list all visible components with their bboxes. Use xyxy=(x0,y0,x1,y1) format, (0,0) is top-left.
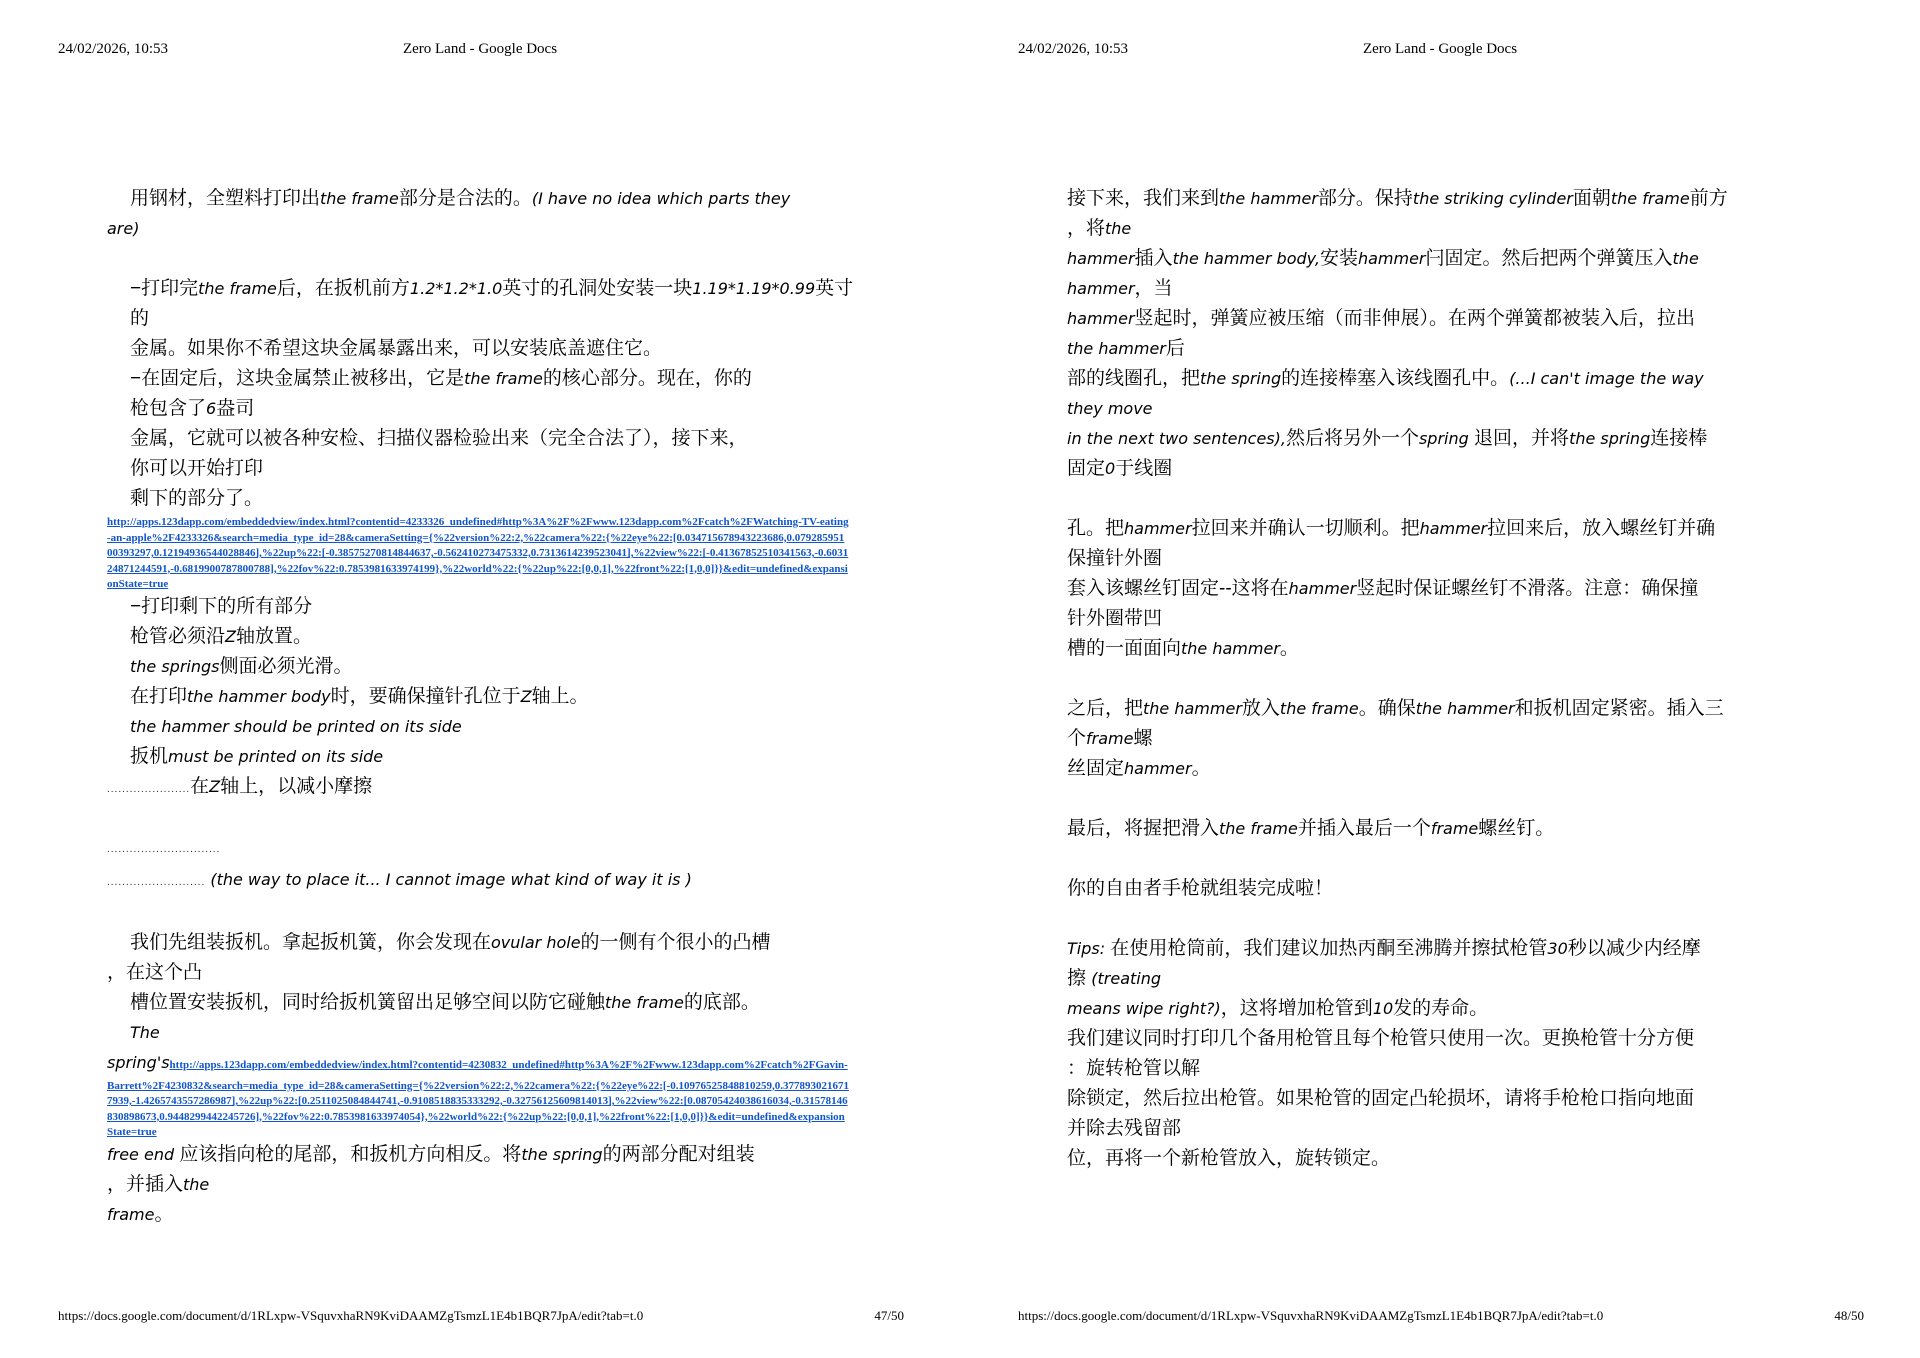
text-line xyxy=(1067,814,1809,844)
text-line xyxy=(107,1200,849,1230)
text-line xyxy=(107,1048,849,1140)
handwritten-text: the xyxy=(1105,219,1132,238)
page-header xyxy=(0,41,960,58)
handwritten-text: the spring xyxy=(521,1144,603,1164)
text-line xyxy=(107,334,849,364)
text-line xyxy=(1067,574,1809,604)
body-text: −在固定后，这块金属禁止被移出，它是 xyxy=(130,368,465,389)
text-line xyxy=(1067,454,1809,484)
text-line xyxy=(107,865,849,898)
text-line xyxy=(107,214,849,244)
body-text: 拉回来并确认一切顺利。把 xyxy=(1191,518,1420,539)
text-line xyxy=(1067,184,1809,214)
doc-title: Zero Land - Google Docs xyxy=(402,41,558,57)
handwritten-text: the hammer xyxy=(1143,699,1242,718)
body-text: 后 xyxy=(1165,338,1185,359)
page-number: 48/50 xyxy=(1834,1308,1864,1323)
text-line xyxy=(107,364,849,394)
body-text: 我们先组装扳机。拿起扳机簧，你会发现在 xyxy=(130,931,492,953)
text-line xyxy=(107,304,849,334)
handwritten-text: spring xyxy=(1418,429,1469,448)
handwritten-text: 6 xyxy=(206,399,217,418)
text-line xyxy=(1067,724,1809,754)
handwritten-text: frame xyxy=(1430,819,1479,838)
text-line xyxy=(107,652,849,682)
handwritten-text: the hammer body, xyxy=(1172,249,1320,268)
body-text: 扳机 xyxy=(130,745,169,767)
text-line xyxy=(107,805,849,835)
print-datetime: 24/02/2026, 10:53 xyxy=(58,41,169,57)
body-text xyxy=(1067,488,1072,509)
handwritten-text: hammer xyxy=(1357,249,1426,268)
body-text: 擦 xyxy=(1067,968,1092,989)
body-text: 秒以减少内经摩 xyxy=(1567,938,1701,959)
handwritten-text: 1.2*1.2*1.0 xyxy=(409,279,503,298)
body-text: 的一侧有个很小的凸槽 xyxy=(580,931,771,953)
body-text: 螺 xyxy=(1133,728,1153,749)
footer-doc-url: https://docs.google.com/document/d/1RLxpw-VSquvxhaRN9KviDAAMZgTsmzL1E4b1BQR7JpA/edit?tab=t.0 xyxy=(58,1308,644,1323)
text-line xyxy=(107,514,849,592)
handwritten-text: 30 xyxy=(1547,939,1568,958)
body-text: ，当 xyxy=(1134,278,1173,299)
body-text: 你可以开始打印 xyxy=(130,458,264,479)
dotted-leader: .............................. xyxy=(107,843,221,855)
text-line xyxy=(1067,904,1809,934)
body-text: 轴上，以减小摩擦 xyxy=(220,775,373,797)
handwritten-text: the frame xyxy=(1279,699,1359,718)
body-text: 剩下的部分了。 xyxy=(130,488,264,509)
text-line xyxy=(1067,334,1809,364)
dotted-leader: .......................... xyxy=(107,876,206,888)
handwritten-text: the spring xyxy=(1200,369,1282,388)
body-text xyxy=(107,902,112,923)
body-text: 之后，把 xyxy=(1067,698,1144,719)
handwritten-text: the frame xyxy=(1610,189,1690,208)
body-text: 的 xyxy=(130,308,150,329)
body-text: 套入该螺丝钉固定--这将在 xyxy=(1067,578,1289,599)
text-line xyxy=(1067,964,1809,994)
body-text: 金属。如果你不希望这块金属暴露出来，可以安装底盖遮住它。 xyxy=(130,338,663,359)
handwritten-text: hammer xyxy=(1067,309,1135,328)
body-text: 除锁定，然后拉出枪管。如果枪管的固定凸轮损坏，请将手枪枪口指向地面 xyxy=(1067,1088,1695,1109)
text-line xyxy=(1067,934,1809,964)
body-text: 的底部。 xyxy=(683,991,760,1013)
body-text: 和扳机固定紧密。插入三 xyxy=(1514,698,1724,719)
body-text: 你的自由者手枪就组装完成啦！ xyxy=(1067,878,1334,899)
handwritten-text: the hammer xyxy=(1181,639,1280,658)
body-text: 放入 xyxy=(1241,698,1280,719)
handwritten-text: the frame xyxy=(320,189,399,208)
page-content xyxy=(1067,184,1809,1174)
handwritten-text: the springs xyxy=(130,656,220,676)
handwritten-text: the frame xyxy=(1219,819,1298,838)
handwritten-text: the frame xyxy=(605,992,684,1012)
handwritten-text: the xyxy=(183,1174,210,1194)
body-text: 在 xyxy=(190,775,210,797)
embedded-link[interactable]: http://apps.123dapp.com/embeddedview/index.html?contentid=4230832_undefined#http%3A%2F%2Fwww.123dapp.com%2Fcatch%2FGavin-Barrett%2F4230832&search=media_type_id=28&cameraSetting={%22version%22:2,%22camera%22:{%22eye%22:[-0.10976525848810259,0.3778930216717939,-1.4265743557286987],%22up%22:[0.2511025084844741,-0.9108518835333292,-0.32756125609814013],%22view%22:[0.08705424038616034,-0.31578146830898673,0.9448299442245726],%22fov%22:0.7853981633974054},%22world%22:{%22up%22:[0,0,1],%22front%22:[1,0,0]}}&edit=undefined&expansionState=true xyxy=(107,1058,849,1138)
body-text: 丝固定 xyxy=(1067,758,1125,779)
body-text: 的两部分配对组装 xyxy=(602,1143,755,1165)
text-line xyxy=(1067,1084,1809,1114)
doc-title: Zero Land - Google Docs xyxy=(1362,41,1518,57)
body-text: 我们建议同时打印几个备用枪管且每个枪管只使用一次。更换枪管十分方便 xyxy=(1067,1028,1695,1049)
text-line xyxy=(1067,364,1809,394)
body-text: ，并插入 xyxy=(107,1173,184,1195)
body-text: 英寸 xyxy=(815,278,854,299)
handwritten-text: Z xyxy=(520,686,532,706)
page-header xyxy=(960,41,1920,58)
text-line xyxy=(107,1018,849,1048)
text-line xyxy=(107,622,849,652)
handwritten-text: are) xyxy=(107,219,140,238)
handwritten-text: the striking cylinder xyxy=(1412,189,1573,208)
handwritten-text: frame xyxy=(107,1204,155,1224)
text-line xyxy=(1067,484,1809,514)
text-line xyxy=(1067,244,1809,274)
handwritten-text: the hammer xyxy=(1219,189,1318,208)
text-line xyxy=(1067,874,1809,904)
body-text: 部的线圈孔，把 xyxy=(1067,368,1201,389)
handwritten-text: the spring xyxy=(1569,429,1651,448)
body-text: 保撞针外圈 xyxy=(1067,548,1163,569)
footer-doc-url: https://docs.google.com/document/d/1RLxpw-VSquvxhaRN9KviDAAMZgTsmzL1E4b1BQR7JpA/edit?tab=t.0 xyxy=(1018,1308,1604,1323)
body-text xyxy=(1067,788,1072,809)
handwritten-text: hammer xyxy=(1419,519,1488,538)
body-text: 。 xyxy=(1191,758,1211,779)
body-text: 插入 xyxy=(1134,248,1173,269)
body-text: 最后，将握把滑入 xyxy=(1067,818,1220,839)
text-line xyxy=(1067,634,1809,664)
body-text: 并除去残留部 xyxy=(1067,1118,1182,1139)
body-text: 然后将另外一个 xyxy=(1285,428,1419,449)
text-line xyxy=(107,835,849,865)
text-line xyxy=(107,988,849,1018)
handwritten-text: frame xyxy=(1086,729,1134,748)
text-line xyxy=(107,274,854,304)
body-text: 位，再将一个新枪管放入，旋转锁定。 xyxy=(1067,1148,1391,1169)
body-text: 发的寿命。 xyxy=(1393,998,1489,1019)
body-text xyxy=(107,809,112,830)
body-text: 槽的一面面向 xyxy=(1067,638,1182,659)
body-text: 。确保 xyxy=(1358,698,1416,719)
handwritten-text: must be printed on its side xyxy=(168,746,384,766)
text-line xyxy=(1067,274,1809,304)
body-text: 前方 xyxy=(1689,188,1728,209)
body-text: 接下来，我们来到 xyxy=(1067,188,1220,209)
body-text: ，在这个凸 xyxy=(107,961,203,983)
handwritten-text: 0 xyxy=(1105,459,1116,478)
text-line xyxy=(1067,1024,1809,1054)
text-line xyxy=(107,424,849,454)
text-line xyxy=(107,682,849,712)
body-text: 的核心部分。现在，你的 xyxy=(542,368,752,389)
text-line xyxy=(1067,514,1809,544)
body-text: 部分。保持 xyxy=(1317,188,1413,209)
handwritten-text: 10 xyxy=(1372,999,1394,1018)
text-line xyxy=(1067,394,1809,424)
body-text: 。 xyxy=(1279,638,1299,659)
text-line xyxy=(1067,784,1809,814)
text-line xyxy=(1067,754,1809,784)
body-text: 固定 xyxy=(1067,458,1106,479)
handwritten-text: they move xyxy=(1067,399,1153,418)
body-text: 竖起时，弹簧应被压缩（而非伸展）。在两个弹簧都被装入后，拉出 xyxy=(1134,308,1696,329)
dotted-leader: ...................... xyxy=(107,783,191,795)
body-text: 侧面必须光滑。 xyxy=(219,655,353,677)
handwritten-text: the hammer body xyxy=(187,686,331,706)
body-text xyxy=(107,248,112,269)
handwritten-text: spring's xyxy=(107,1052,170,1072)
handwritten-text: in the next two sentences), xyxy=(1067,429,1286,448)
body-text: 轴上。 xyxy=(531,685,589,707)
body-text: 部分是合法的。 xyxy=(398,188,532,209)
handwritten-text: (treating xyxy=(1091,969,1162,988)
text-line xyxy=(107,1140,849,1170)
handwritten-text: the frame xyxy=(464,369,543,388)
body-text: 后，在扳机前方 xyxy=(276,278,410,299)
body-text: 英寸的孔洞处安装一块 xyxy=(502,278,693,299)
handwritten-text: (the way to place it... I cannot image what kind of way it is ) xyxy=(205,869,692,889)
handwritten-text: Z xyxy=(209,776,221,796)
body-text: 槽位置安装扳机，同时给扳机簧留出足够空间以防它碰触 xyxy=(130,991,606,1013)
body-text: ：旋转枪管以解 xyxy=(1067,1058,1201,1079)
text-line xyxy=(1067,604,1809,634)
handwritten-text: hammer xyxy=(1124,759,1192,778)
body-text: 针外圈带凹 xyxy=(1067,608,1163,629)
body-text: 面朝 xyxy=(1572,188,1611,209)
text-line xyxy=(107,898,849,928)
text-line xyxy=(1067,844,1809,874)
body-text: 闩固定。然后把两个弹簧压入 xyxy=(1425,248,1673,269)
handwritten-text: the hammer xyxy=(1067,339,1166,358)
text-line xyxy=(107,958,849,988)
text-line xyxy=(1067,544,1809,574)
handwritten-text: hammer xyxy=(1288,579,1357,598)
body-text: 并插入最后一个 xyxy=(1297,818,1431,839)
body-text: ，将 xyxy=(1067,218,1106,239)
text-line xyxy=(107,592,849,622)
body-text: 盎司 xyxy=(216,398,255,419)
text-line xyxy=(107,454,849,484)
body-text: 螺丝钉。 xyxy=(1478,818,1555,839)
text-line xyxy=(107,772,849,805)
embedded-link[interactable]: http://apps.123dapp.com/embeddedview/index.html?contentid=4233326_undefined#http%3A%2F%2Fwww.123dapp.com%2Fcatch%2FWatching-TV-eating-an-apple%2F4233326&search=media_type_id=28&cameraSetting={%22version%22:2,%22camera%22:{%22eye%22:[0.034715678943223686,0.07928595100393297,0.12194936544028846],%22up%22:[-0.38575270814844637,-0.562410273475332,0.7313614239523041],%22view%22:[-0.41367852510341563,-0.603124871244591,-0.6819900787800788],%22fov%22:0.7853981633974199},%22world%22:{%22up%22:[0,0,1],%22front%22:[1,0,0]}}&edit=undefined&expansionState=true xyxy=(107,516,849,590)
text-line xyxy=(107,712,849,742)
body-text: −打印剩下的所有部分 xyxy=(130,595,313,617)
body-text: 轴放置。 xyxy=(235,625,312,647)
printed-page-48 xyxy=(960,0,1920,1358)
handwritten-text: hammer xyxy=(1067,279,1135,298)
page-content xyxy=(107,184,854,1230)
text-line xyxy=(1067,664,1809,694)
body-text: 枪管必须沿 xyxy=(130,625,226,647)
text-line xyxy=(1067,214,1809,244)
text-line xyxy=(1067,1114,1809,1144)
page-number: 47/50 xyxy=(874,1308,904,1323)
body-text: 安装 xyxy=(1319,248,1358,269)
body-text: 用钢材，全塑料打印出 xyxy=(130,188,321,209)
handwritten-text: hammer xyxy=(1124,519,1192,538)
text-line xyxy=(107,484,849,514)
text-line xyxy=(107,1170,849,1200)
body-text: ，这将增加枪管到 xyxy=(1220,998,1373,1019)
text-line xyxy=(107,184,849,214)
text-line xyxy=(1067,1054,1809,1084)
body-text: 孔。把 xyxy=(1067,518,1125,539)
body-text: 。 xyxy=(154,1203,174,1225)
body-text: 应该指向枪的尾部，和扳机方向相反。将 xyxy=(174,1143,522,1165)
body-text: −打印完 xyxy=(130,278,199,299)
text-line xyxy=(107,394,849,424)
body-text: 个 xyxy=(1067,728,1087,749)
body-text: 竖起时保证螺丝钉不滑落。注意：确保撞 xyxy=(1356,578,1699,599)
handwritten-text: Z xyxy=(225,626,236,646)
handwritten-text: the frame xyxy=(198,279,277,298)
text-line xyxy=(107,742,849,772)
handwritten-text: the xyxy=(1672,249,1699,268)
text-line xyxy=(1067,424,1809,454)
body-text: 在打印 xyxy=(130,685,188,707)
body-text xyxy=(1067,848,1072,869)
body-text: 在使用枪筒前，我们建议加热丙酮至沸腾并擦拭枪管 xyxy=(1105,938,1548,959)
body-text: 退回，并将 xyxy=(1468,428,1570,449)
handwritten-text: free end xyxy=(107,1144,175,1164)
page-footer xyxy=(58,1308,904,1324)
body-text: 连接棒 xyxy=(1650,428,1708,449)
text-line xyxy=(107,244,849,274)
body-text: 拉回来后，放入螺丝钉并确 xyxy=(1487,518,1716,539)
handwritten-text: hammer xyxy=(1067,249,1135,268)
handwritten-text: (I have no idea which parts they xyxy=(531,189,791,208)
print-datetime: 24/02/2026, 10:53 xyxy=(1018,41,1129,57)
body-text: 金属，它就可以被各种安检、扫描仪器检验出来（完全合法了），接下来， xyxy=(130,428,748,449)
handwritten-text: 1.19*1.19*0.99 xyxy=(692,279,816,298)
handwritten-text: means wipe right?) xyxy=(1067,999,1221,1018)
text-line xyxy=(1067,994,1809,1024)
text-line xyxy=(107,928,849,958)
handwritten-text: (...I can't image the way xyxy=(1509,369,1704,388)
body-text: 的连接棒塞入该线圈孔中。 xyxy=(1281,368,1510,389)
handwritten-text: the hammer xyxy=(1415,699,1515,718)
handwritten-text: The xyxy=(130,1022,160,1042)
text-line xyxy=(1067,304,1809,334)
handwritten-text: ovular hole xyxy=(491,932,581,952)
body-text: 时，要确保撞针孔位于 xyxy=(330,685,521,707)
page-footer xyxy=(1018,1308,1864,1324)
body-text: 枪包含了 xyxy=(130,398,207,419)
text-line xyxy=(1067,694,1809,724)
handwritten-text: Tips: xyxy=(1067,939,1106,958)
text-line xyxy=(1067,1144,1809,1174)
body-text: 于线圈 xyxy=(1115,458,1173,479)
body-text xyxy=(1067,668,1072,689)
handwritten-text: the hammer should be printed on its side xyxy=(130,716,462,736)
body-text xyxy=(1067,908,1072,929)
